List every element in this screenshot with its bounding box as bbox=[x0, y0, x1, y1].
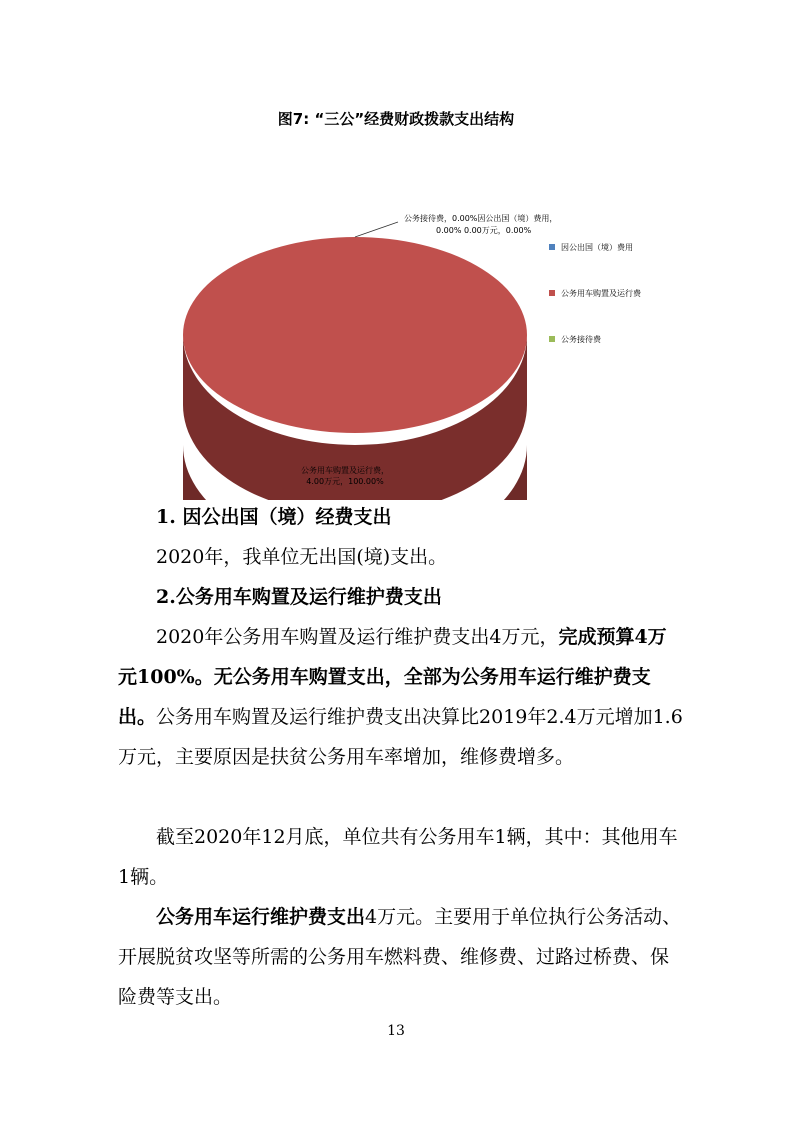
legend-swatch bbox=[549, 290, 555, 296]
section-heading-vehicle: 2.公务用车购置及运行维护费支出 bbox=[156, 586, 442, 608]
page-number: 13 bbox=[387, 1023, 405, 1039]
legend-label: 因公出国（境）费用 bbox=[561, 242, 633, 252]
pie-slice-vehicle bbox=[183, 237, 527, 433]
legend-item bbox=[549, 242, 641, 252]
slice-label-reception: 公务接待费，0.00%因公出国（境）费用， bbox=[404, 214, 558, 223]
leader-line bbox=[355, 222, 398, 237]
pie-chart bbox=[0, 180, 792, 500]
legend-item bbox=[549, 288, 641, 298]
figure-title: 图7: “三公”经费财政拨款支出结构 bbox=[277, 110, 515, 128]
paragraph-vehicle-maintenance: 公务用车运行维护费支出4万元。主要用于单位执行公务活动、开展脱贫攻坚等所需的公务用车燃料费、维修费、过路过桥费、保险费等支出。 bbox=[118, 906, 682, 1008]
legend-item bbox=[549, 334, 641, 344]
paragraph-abroad: 2020年，我单位无出国(境)支出。 bbox=[156, 546, 448, 568]
chart-legend bbox=[549, 242, 641, 380]
legend-label: 公务用车购置及运行费 bbox=[561, 288, 641, 298]
paragraph-vehicle: 2020年公务用车购置及运行维护费支出4万元，完成预算4万元100%。无公务用车购置支出，全部为公务用车运行维护费支出。公务用车购置及运行维护费支出决算比2019年2.4万元增加1.6万元，主要原因是扶贫公务用车率增加，维修费增多。 bbox=[118, 626, 683, 768]
slice-label-vehicle: 公务用车购置及运行费， 4.00万元，100.00% bbox=[301, 466, 389, 486]
section-heading-abroad: 1. 因公出国（境）经费支出 bbox=[156, 506, 392, 528]
legend-swatch bbox=[549, 244, 555, 250]
legend-label: 公务接待费 bbox=[561, 334, 601, 344]
slice-label-abroad: 0.00% 0.00万元，0.00% bbox=[436, 226, 532, 235]
legend-swatch bbox=[549, 336, 555, 342]
paragraph-vehicle-count: 截至2020年12月底，单位共有公务用车1辆，其中：其他用车1辆。 bbox=[118, 826, 678, 888]
